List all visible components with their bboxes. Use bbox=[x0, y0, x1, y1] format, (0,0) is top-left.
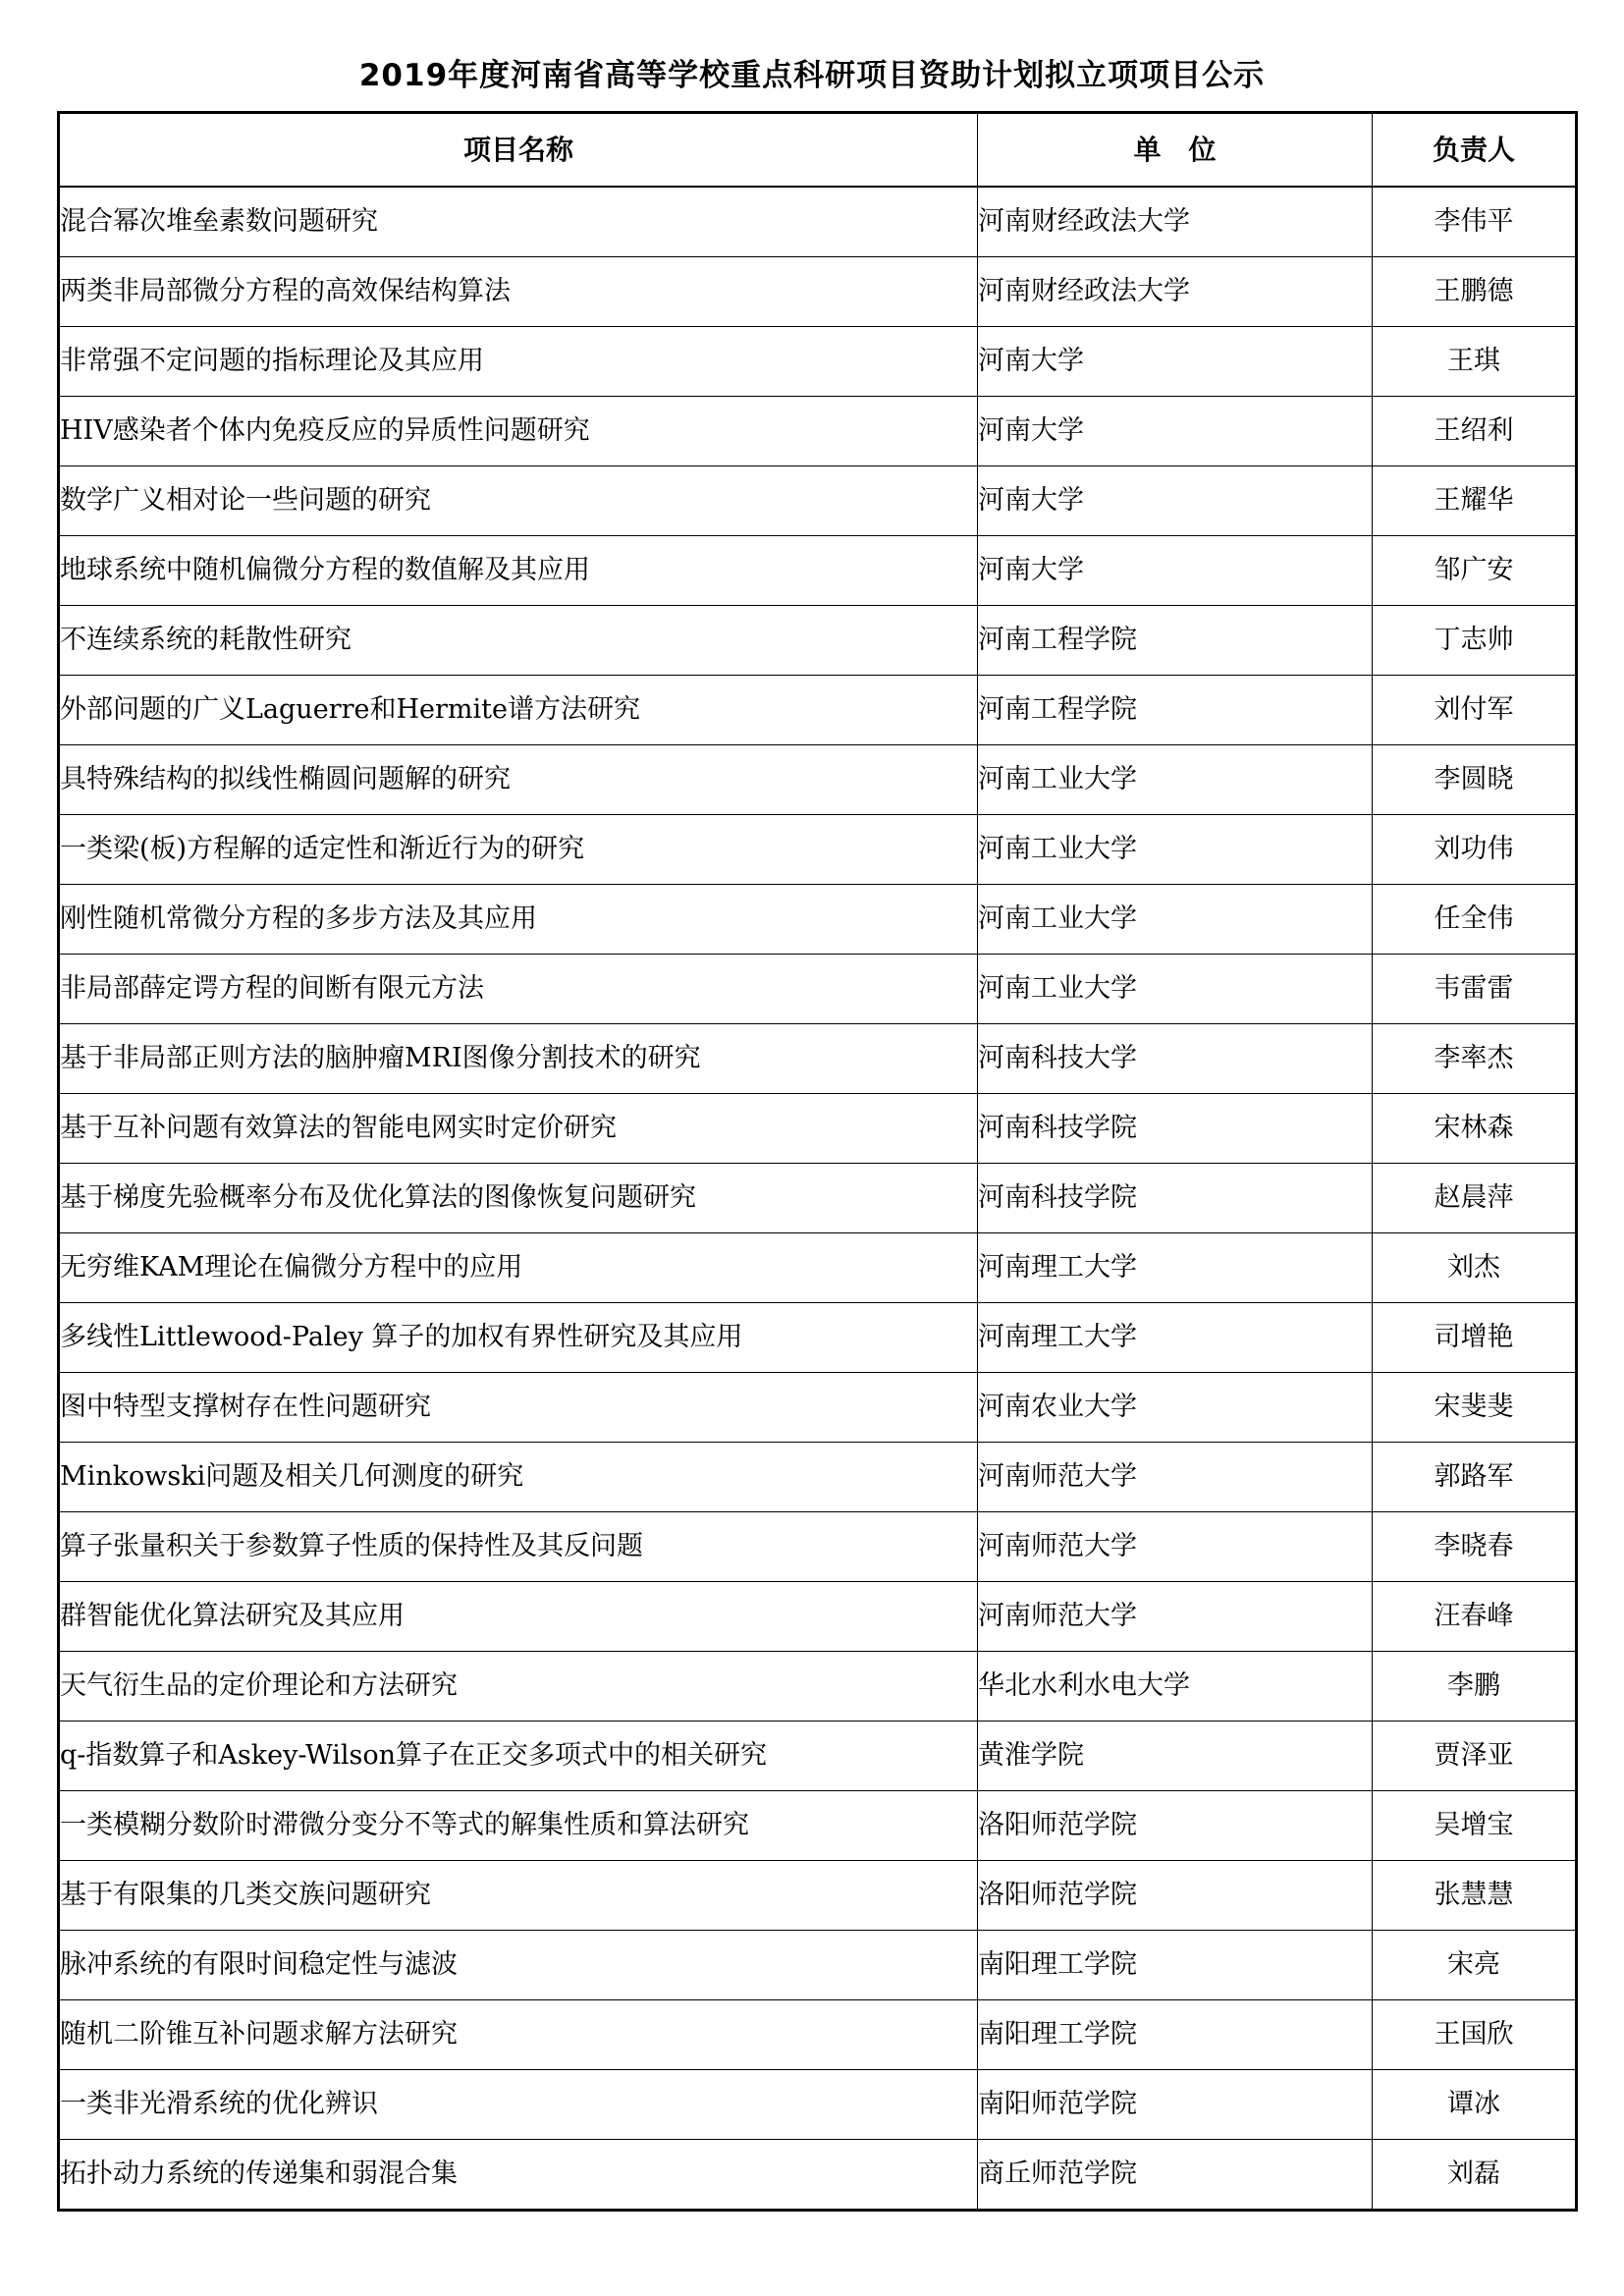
table-row bbox=[59, 606, 1577, 676]
table-row bbox=[59, 1233, 1577, 1303]
project-name-cell: 混合幂次堆垒素数问题研究 bbox=[59, 187, 978, 257]
leader-cell: 李圆晓 bbox=[1373, 745, 1577, 815]
unit-cell: 南阳师范学院 bbox=[978, 2070, 1373, 2140]
header-project-name: 项目名称 bbox=[59, 113, 978, 188]
leader-cell: 司增艳 bbox=[1373, 1303, 1577, 1373]
unit-cell: 商丘师范学院 bbox=[978, 2140, 1373, 2211]
project-name-cell: 无穷维KAM理论在偏微分方程中的应用 bbox=[59, 1233, 978, 1303]
leader-cell: 王耀华 bbox=[1373, 466, 1577, 536]
project-name-cell: 多线性Littlewood-Paley 算子的加权有界性研究及其应用 bbox=[59, 1303, 978, 1373]
unit-cell: 南阳理工学院 bbox=[978, 2000, 1373, 2070]
project-name-cell: 群智能优化算法研究及其应用 bbox=[59, 1582, 978, 1652]
leader-cell: 张慧慧 bbox=[1373, 1861, 1577, 1931]
unit-cell: 河南理工大学 bbox=[978, 1303, 1373, 1373]
table-row bbox=[59, 1443, 1577, 1512]
leader-cell: 李晓春 bbox=[1373, 1512, 1577, 1582]
table-row bbox=[59, 2000, 1577, 2070]
header-unit: 单 位 bbox=[978, 113, 1373, 188]
unit-cell: 河南大学 bbox=[978, 327, 1373, 397]
project-name-cell: 基于梯度先验概率分布及优化算法的图像恢复问题研究 bbox=[59, 1164, 978, 1233]
project-name-cell: 脉冲系统的有限时间稳定性与滤波 bbox=[59, 1931, 978, 2000]
leader-cell: 郭路军 bbox=[1373, 1443, 1577, 1512]
table-row bbox=[59, 2140, 1577, 2211]
table-row bbox=[59, 536, 1577, 606]
table-body bbox=[59, 187, 1577, 2211]
leader-cell: 李鹏 bbox=[1373, 1652, 1577, 1722]
project-name-cell: 具特殊结构的拟线性椭圆问题解的研究 bbox=[59, 745, 978, 815]
unit-cell: 河南工业大学 bbox=[978, 745, 1373, 815]
table-row bbox=[59, 1791, 1577, 1861]
table-row bbox=[59, 187, 1577, 257]
page-title: 2019年度河南省高等学校重点科研项目资助计划拟立项项目公示 bbox=[358, 58, 1266, 93]
unit-cell: 河南工程学院 bbox=[978, 606, 1373, 676]
project-name-cell: Minkowski问题及相关几何测度的研究 bbox=[59, 1443, 978, 1512]
leader-cell: 刘杰 bbox=[1373, 1233, 1577, 1303]
unit-cell: 河南师范大学 bbox=[978, 1443, 1373, 1512]
table-row bbox=[59, 1582, 1577, 1652]
table-row bbox=[59, 1722, 1577, 1791]
table-row bbox=[59, 1164, 1577, 1233]
unit-cell: 河南大学 bbox=[978, 397, 1373, 466]
table-row bbox=[59, 327, 1577, 397]
unit-cell: 洛阳师范学院 bbox=[978, 1861, 1373, 1931]
table-row bbox=[59, 2070, 1577, 2140]
project-name-cell: 地球系统中随机偏微分方程的数值解及其应用 bbox=[59, 536, 978, 606]
unit-cell: 河南科技学院 bbox=[978, 1094, 1373, 1164]
project-name-cell: 一类梁(板)方程解的适定性和渐近行为的研究 bbox=[59, 815, 978, 885]
project-name-cell: 非局部薛定谔方程的间断有限元方法 bbox=[59, 955, 978, 1024]
unit-cell: 华北水利水电大学 bbox=[978, 1652, 1373, 1722]
unit-cell: 河南师范大学 bbox=[978, 1582, 1373, 1652]
leader-cell: 任全伟 bbox=[1373, 885, 1577, 955]
project-table bbox=[57, 111, 1578, 2212]
leader-cell: 贾泽亚 bbox=[1373, 1722, 1577, 1791]
project-name-cell: 一类模糊分数阶时滞微分变分不等式的解集性质和算法研究 bbox=[59, 1791, 978, 1861]
project-name-cell: 拓扑动力系统的传递集和弱混合集 bbox=[59, 2140, 978, 2211]
project-name-cell: 刚性随机常微分方程的多步方法及其应用 bbox=[59, 885, 978, 955]
table-row bbox=[59, 257, 1577, 327]
leader-cell: 丁志帅 bbox=[1373, 606, 1577, 676]
unit-cell: 洛阳师范学院 bbox=[978, 1791, 1373, 1861]
leader-cell: 王鹏德 bbox=[1373, 257, 1577, 327]
project-name-cell: q-指数算子和Askey-Wilson算子在正交多项式中的相关研究 bbox=[59, 1722, 978, 1791]
unit-cell: 河南科技大学 bbox=[978, 1024, 1373, 1094]
leader-cell: 汪春峰 bbox=[1373, 1582, 1577, 1652]
project-name-cell: 基于互补问题有效算法的智能电网实时定价研究 bbox=[59, 1094, 978, 1164]
project-name-cell: 图中特型支撑树存在性问题研究 bbox=[59, 1373, 978, 1443]
table-row bbox=[59, 745, 1577, 815]
unit-cell: 河南工业大学 bbox=[978, 955, 1373, 1024]
leader-cell: 王琪 bbox=[1373, 327, 1577, 397]
table-row bbox=[59, 1652, 1577, 1722]
table-row bbox=[59, 1373, 1577, 1443]
leader-cell: 刘付军 bbox=[1373, 676, 1577, 745]
leader-cell: 谭冰 bbox=[1373, 2070, 1577, 2140]
table-row bbox=[59, 1024, 1577, 1094]
project-name-cell: 基于有限集的几类交族问题研究 bbox=[59, 1861, 978, 1931]
table-row bbox=[59, 1512, 1577, 1582]
unit-cell: 黄淮学院 bbox=[978, 1722, 1373, 1791]
table-row bbox=[59, 676, 1577, 745]
project-name-cell: HIV感染者个体内免疫反应的异质性问题研究 bbox=[59, 397, 978, 466]
table-row bbox=[59, 397, 1577, 466]
table-row bbox=[59, 815, 1577, 885]
unit-cell: 河南工业大学 bbox=[978, 815, 1373, 885]
leader-cell: 宋亮 bbox=[1373, 1931, 1577, 2000]
leader-cell: 宋林森 bbox=[1373, 1094, 1577, 1164]
leader-cell: 韦雷雷 bbox=[1373, 955, 1577, 1024]
project-name-cell: 非常强不定问题的指标理论及其应用 bbox=[59, 327, 978, 397]
leader-cell: 李率杰 bbox=[1373, 1024, 1577, 1094]
leader-cell: 吴增宝 bbox=[1373, 1791, 1577, 1861]
table-row bbox=[59, 1861, 1577, 1931]
table-row bbox=[59, 1303, 1577, 1373]
project-name-cell: 基于非局部正则方法的脑肿瘤MRI图像分割技术的研究 bbox=[59, 1024, 978, 1094]
project-name-cell: 不连续系统的耗散性研究 bbox=[59, 606, 978, 676]
leader-cell: 王绍利 bbox=[1373, 397, 1577, 466]
unit-cell: 河南理工大学 bbox=[978, 1233, 1373, 1303]
project-name-cell: 算子张量积关于参数算子性质的保持性及其反问题 bbox=[59, 1512, 978, 1582]
table-row bbox=[59, 1094, 1577, 1164]
project-name-cell: 随机二阶锥互补问题求解方法研究 bbox=[59, 2000, 978, 2070]
table-row bbox=[59, 1931, 1577, 2000]
leader-cell: 李伟平 bbox=[1373, 187, 1577, 257]
project-name-cell: 天气衍生品的定价理论和方法研究 bbox=[59, 1652, 978, 1722]
table-row bbox=[59, 885, 1577, 955]
project-name-cell: 数学广义相对论一些问题的研究 bbox=[59, 466, 978, 536]
unit-cell: 河南财经政法大学 bbox=[978, 257, 1373, 327]
unit-cell: 河南师范大学 bbox=[978, 1512, 1373, 1582]
project-name-cell: 外部问题的广义Laguerre和Hermite谱方法研究 bbox=[59, 676, 978, 745]
leader-cell: 赵晨萍 bbox=[1373, 1164, 1577, 1233]
unit-cell: 南阳理工学院 bbox=[978, 1931, 1373, 2000]
project-name-cell: 一类非光滑系统的优化辨识 bbox=[59, 2070, 978, 2140]
leader-cell: 王国欣 bbox=[1373, 2000, 1577, 2070]
leader-cell: 邹广安 bbox=[1373, 536, 1577, 606]
leader-cell: 宋斐斐 bbox=[1373, 1373, 1577, 1443]
unit-cell: 河南农业大学 bbox=[978, 1373, 1373, 1443]
unit-cell: 河南工程学院 bbox=[978, 676, 1373, 745]
leader-cell: 刘功伟 bbox=[1373, 815, 1577, 885]
header-leader: 负责人 bbox=[1373, 113, 1577, 188]
unit-cell: 河南大学 bbox=[978, 466, 1373, 536]
unit-cell: 河南科技学院 bbox=[978, 1164, 1373, 1233]
table-header-row bbox=[59, 113, 1577, 188]
leader-cell: 刘磊 bbox=[1373, 2140, 1577, 2211]
project-name-cell: 两类非局部微分方程的高效保结构算法 bbox=[59, 257, 978, 327]
unit-cell: 河南财经政法大学 bbox=[978, 187, 1373, 257]
unit-cell: 河南工业大学 bbox=[978, 885, 1373, 955]
table-row bbox=[59, 466, 1577, 536]
table-row bbox=[59, 955, 1577, 1024]
unit-cell: 河南大学 bbox=[978, 536, 1373, 606]
